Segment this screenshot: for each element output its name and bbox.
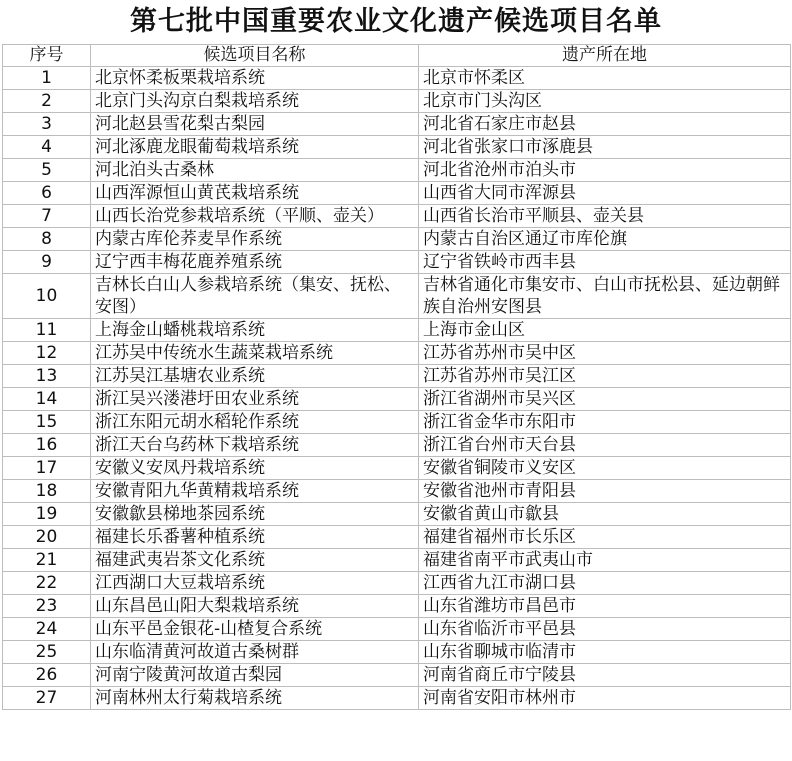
- cell-location: 山东省潍坊市昌邑市: [419, 595, 791, 618]
- cell-location: 山东省临沂市平邑县: [419, 618, 791, 641]
- cell-index: 9: [3, 251, 91, 274]
- cell-location: 安徽省铜陵市义安区: [419, 457, 791, 480]
- table-row: [3, 159, 791, 182]
- cell-location: 山西省大同市浑源县: [419, 182, 791, 205]
- table-row: [3, 319, 791, 342]
- cell-project-name: 江苏吴中传统水生蔬菜栽培系统: [91, 342, 419, 365]
- cell-index: 7: [3, 205, 91, 228]
- cell-location: 浙江省湖州市吴兴区: [419, 388, 791, 411]
- table-row: [3, 90, 791, 113]
- table-row: [3, 411, 791, 434]
- table-row: [3, 274, 791, 319]
- table-row: [3, 526, 791, 549]
- cell-project-name: 河北泊头古桑林: [91, 159, 419, 182]
- cell-index: 11: [3, 319, 91, 342]
- table-row: [3, 549, 791, 572]
- cell-location: 山西省长治市平顺县、壶关县: [419, 205, 791, 228]
- column-header-name: 候选项目名称: [91, 45, 419, 67]
- cell-location: 江苏省苏州市吴中区: [419, 342, 791, 365]
- cell-project-name: 河南林州太行菊栽培系统: [91, 687, 419, 710]
- cell-location: 北京市怀柔区: [419, 67, 791, 90]
- cell-index: 4: [3, 136, 91, 159]
- cell-location: 安徽省黄山市歙县: [419, 503, 791, 526]
- cell-project-name: 浙江天台乌药林下栽培系统: [91, 434, 419, 457]
- cell-location: 山东省聊城市临清市: [419, 641, 791, 664]
- cell-project-name: 辽宁西丰梅花鹿养殖系统: [91, 251, 419, 274]
- cell-project-name: 河北涿鹿龙眼葡萄栽培系统: [91, 136, 419, 159]
- table-header-row: [3, 45, 791, 67]
- table-row: [3, 136, 791, 159]
- cell-index: 21: [3, 549, 91, 572]
- table-row: [3, 388, 791, 411]
- table-body: [3, 67, 791, 710]
- cell-index: 16: [3, 434, 91, 457]
- table-row: [3, 434, 791, 457]
- cell-project-name: 福建武夷岩茶文化系统: [91, 549, 419, 572]
- cell-index: 2: [3, 90, 91, 113]
- table-row: [3, 67, 791, 90]
- cell-project-name: 安徽歙县梯地茶园系统: [91, 503, 419, 526]
- cell-index: 23: [3, 595, 91, 618]
- cell-project-name: 江苏吴江基塘农业系统: [91, 365, 419, 388]
- cell-location: 浙江省台州市天台县: [419, 434, 791, 457]
- cell-index: 5: [3, 159, 91, 182]
- cell-project-name: 山西浑源恒山黄芪栽培系统: [91, 182, 419, 205]
- cell-index: 17: [3, 457, 91, 480]
- cell-project-name: 安徽青阳九华黄精栽培系统: [91, 480, 419, 503]
- cell-location: 上海市金山区: [419, 319, 791, 342]
- table-row: [3, 342, 791, 365]
- cell-project-name: 浙江吴兴溇港圩田农业系统: [91, 388, 419, 411]
- column-header-index: 序号: [3, 45, 91, 67]
- table-row: [3, 480, 791, 503]
- cell-index: 15: [3, 411, 91, 434]
- table-row: [3, 687, 791, 710]
- cell-index: 6: [3, 182, 91, 205]
- cell-index: 26: [3, 664, 91, 687]
- cell-location: 辽宁省铁岭市西丰县: [419, 251, 791, 274]
- table-row: [3, 182, 791, 205]
- cell-index: 24: [3, 618, 91, 641]
- cell-project-name: 山东临清黄河故道古桑树群: [91, 641, 419, 664]
- cell-location: 福建省福州市长乐区: [419, 526, 791, 549]
- cell-index: 20: [3, 526, 91, 549]
- cell-location: 吉林省通化市集安市、白山市抚松县、延边朝鲜族自治州安图县: [419, 274, 791, 319]
- cell-location: 福建省南平市武夷山市: [419, 549, 791, 572]
- cell-index: 22: [3, 572, 91, 595]
- cell-location: 河南省安阳市林州市: [419, 687, 791, 710]
- cell-index: 14: [3, 388, 91, 411]
- cell-project-name: 河北赵县雪花梨古梨园: [91, 113, 419, 136]
- table-row: [3, 205, 791, 228]
- cell-index: 18: [3, 480, 91, 503]
- cell-project-name: 福建长乐番薯种植系统: [91, 526, 419, 549]
- table-row: [3, 503, 791, 526]
- cell-index: 1: [3, 67, 91, 90]
- table-row: [3, 572, 791, 595]
- table-row: [3, 664, 791, 687]
- table-row: [3, 113, 791, 136]
- cell-index: 8: [3, 228, 91, 251]
- cell-index: 12: [3, 342, 91, 365]
- cell-project-name: 安徽义安凤丹栽培系统: [91, 457, 419, 480]
- cell-project-name: 山西长治党参栽培系统（平顺、壶关）: [91, 205, 419, 228]
- cell-location: 河北省张家口市涿鹿县: [419, 136, 791, 159]
- cell-location: 安徽省池州市青阳县: [419, 480, 791, 503]
- table-row: [3, 618, 791, 641]
- table-row: [3, 251, 791, 274]
- cell-location: 内蒙古自治区通辽市库伦旗: [419, 228, 791, 251]
- cell-location: 河北省沧州市泊头市: [419, 159, 791, 182]
- cell-project-name: 山东昌邑山阳大梨栽培系统: [91, 595, 419, 618]
- cell-index: 25: [3, 641, 91, 664]
- cell-index: 3: [3, 113, 91, 136]
- cell-project-name: 山东平邑金银花-山楂复合系统: [91, 618, 419, 641]
- table-row: [3, 595, 791, 618]
- cell-location: 北京市门头沟区: [419, 90, 791, 113]
- cell-location: 河南省商丘市宁陵县: [419, 664, 791, 687]
- document-title: 第七批中国重要农业文化遗产候选项目名单: [130, 6, 662, 37]
- cell-index: 27: [3, 687, 91, 710]
- cell-project-name: 江西湖口大豆栽培系统: [91, 572, 419, 595]
- cell-location: 江苏省苏州市吴江区: [419, 365, 791, 388]
- cell-location: 江西省九江市湖口县: [419, 572, 791, 595]
- cell-project-name: 河南宁陵黄河故道古梨园: [91, 664, 419, 687]
- cell-project-name: 上海金山蟠桃栽培系统: [91, 319, 419, 342]
- table-row: [3, 457, 791, 480]
- table-row: [3, 641, 791, 664]
- cell-project-name: 北京怀柔板栗栽培系统: [91, 67, 419, 90]
- cell-project-name: 吉林长白山人参栽培系统（集安、抚松、安图）: [91, 274, 419, 319]
- cell-project-name: 内蒙古库伦荞麦旱作系统: [91, 228, 419, 251]
- cell-location: 浙江省金华市东阳市: [419, 411, 791, 434]
- cell-project-name: 浙江东阳元胡水稻轮作系统: [91, 411, 419, 434]
- cell-index: 10: [3, 274, 91, 319]
- cell-index: 13: [3, 365, 91, 388]
- cell-project-name: 北京门头沟京白梨栽培系统: [91, 90, 419, 113]
- table-row: [3, 365, 791, 388]
- column-header-location: 遗产所在地: [419, 45, 791, 67]
- cell-location: 河北省石家庄市赵县: [419, 113, 791, 136]
- table-row: [3, 228, 791, 251]
- candidate-table: [2, 44, 791, 710]
- cell-index: 19: [3, 503, 91, 526]
